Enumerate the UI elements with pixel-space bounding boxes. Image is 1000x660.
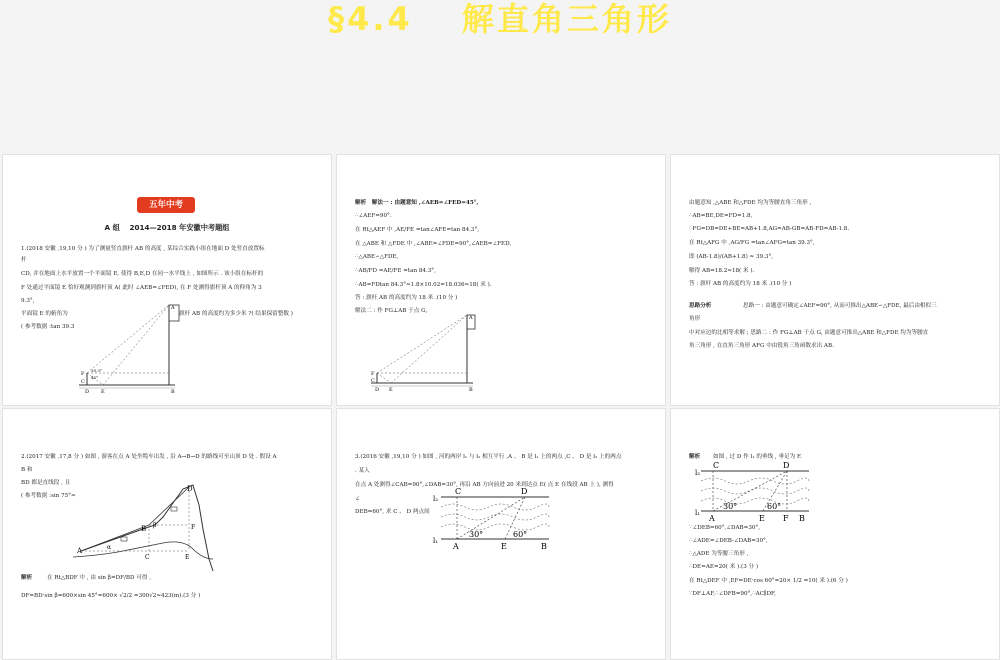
problem-line: ∠ — [355, 496, 360, 502]
slide-card-4[interactable] — [2, 408, 332, 660]
problem-line: 2.(2017 安徽 ,17,8 分 ) 如图 , 游客在点 A 处坐缆车出发 , 沿 A→B→D 的路线可至山顶 D 处 . 假设 A — [21, 454, 277, 460]
solution-line: 在 Rt△BDF 中 , 由 sin β=DF/BD 可得 , — [47, 575, 152, 581]
svg-text:E: E — [185, 554, 190, 561]
problem-line: ( 参考数据 :tan 39.3 — [21, 324, 75, 330]
svg-text:30°: 30° — [469, 530, 484, 539]
svg-text:E: E — [389, 387, 393, 393]
svg-text:39.3°: 39.3° — [91, 368, 102, 373]
svg-text:A: A — [171, 305, 175, 311]
svg-text:E: E — [759, 514, 765, 523]
svg-text:C: C — [713, 461, 720, 470]
problem-line: DEB=60°, 求 C 、 D 两点间 — [355, 509, 430, 515]
problem-line: ( 参考数据 :sin 75°≈ — [21, 493, 76, 499]
slide-card-3[interactable] — [670, 154, 1000, 406]
solution-line: ∴△ABE∽△FDE, — [355, 254, 399, 260]
svg-text:C: C — [455, 487, 462, 496]
svg-text:60°: 60° — [513, 530, 528, 539]
svg-text:B: B — [541, 542, 547, 551]
svg-text:B: B — [799, 514, 805, 523]
svg-text:l₁: l₁ — [433, 537, 439, 545]
figure-flagpole-2 — [337, 155, 665, 405]
solution-label: 解析 — [689, 454, 701, 460]
analysis-line: 中对应边的比相等求解 ; 思路二 : 作 FG⊥AB 于点 G, 由题意可推出△ABE 和△FDE 均为等腰直 — [689, 330, 929, 336]
solution-line: ∴DE=AE=20( 米 ).(3 分 ) — [689, 564, 759, 570]
svg-text:β: β — [153, 522, 157, 529]
slide-card-2[interactable] — [336, 154, 666, 406]
solution-line: ∵DF⊥AF,∴∠DFB=90°,∴AC∥DF, — [689, 591, 776, 597]
page-title: §4.4 解直角三角形 — [328, 0, 672, 38]
svg-text:A: A — [77, 547, 83, 555]
solution-line: ∴△ADE 为等腰三角形 , — [689, 551, 749, 557]
problem-line: 3.(2016 安徽 ,19,10 分 ) 如图 , 河的两岸 l₁ 与 l₂ 相互平行 ,A 、 B 是 l₁ 上的两点 ,C 、 D 是 l₂ 上的两点 — [355, 454, 622, 460]
svg-text:A: A — [709, 514, 715, 523]
svg-text:C: C — [371, 378, 375, 384]
svg-text:B: B — [171, 389, 175, 395]
svg-text:A: A — [469, 315, 473, 321]
analysis-label: 思路分析 — [689, 303, 712, 309]
figure-river-solution — [671, 409, 999, 659]
svg-text:B: B — [141, 525, 147, 533]
solution-line: 如图 , 过 D 作 l₁ 的垂线 , 垂足为 F. — [713, 454, 802, 460]
svg-text:F: F — [191, 524, 196, 531]
svg-text:60°: 60° — [767, 502, 782, 511]
figure-flagpole — [3, 155, 331, 405]
svg-text:A: A — [453, 542, 459, 551]
svg-text:l₁: l₁ — [695, 509, 701, 517]
problem-line: 9.3°, — [21, 298, 35, 304]
problem-line: 平面镜 E 的俯角为 — [21, 311, 68, 317]
svg-text:C: C — [81, 379, 85, 385]
problem-line: B 和 — [21, 467, 33, 473]
figure-cable-car — [3, 409, 331, 659]
svg-text:45°: 45° — [91, 375, 99, 380]
slide-card-5[interactable] — [336, 408, 666, 660]
solution-line: 解法二 : 作 FG⊥AB 于点 G, — [355, 308, 428, 314]
solution-line: 即 (AB-1.8)/(AB+1.8) ≈ 39.3°, — [689, 254, 774, 260]
svg-text:30°: 30° — [723, 502, 738, 511]
solution-line: ∴∠ADE=∠DEB-∠DAB=30°, — [689, 538, 768, 544]
svg-text:E: E — [501, 542, 507, 551]
slide-card-1[interactable] — [2, 154, 332, 406]
svg-text:D: D — [375, 387, 380, 393]
solution-line: 由题意知 ,△ABE 和△FDE 均为等腰直角三角形 , — [689, 200, 812, 206]
solution-label: 解析 — [21, 575, 33, 581]
solution-line: 在 Rt△AFG 中 ,AG/FG =tan∠AFG=tan 39.3°, — [689, 240, 815, 246]
svg-text:F: F — [81, 371, 85, 377]
problem-line: . 某人 — [355, 468, 370, 474]
solution-line: 在 △ABE 和 △FDE 中 ,∠ABE=∠FDE=90°,∠AEB=∠FED, — [355, 241, 512, 247]
solution-line: 答 : 旗杆 AB 的高度约为 18 米 .(10 分 ) — [355, 295, 458, 301]
problem-line: 杆 — [21, 257, 27, 263]
svg-text:D: D — [187, 485, 193, 493]
analysis-line: 角三角形 , 在直角三角形 AFG 中由锐角三角函数求出 AB. — [689, 343, 834, 349]
problem-line: 在点 A 处测得∠CAB=90°,∠DAB=30°, 再沿 AB 方向前进 20 米到达点 E( 点 E 在线段 AB 上 ), 测得 — [355, 482, 614, 488]
solution-line: DF=BD·sin β=600×sin 45°=600× √2/2 =300√2≈423(m).(3 分 ) — [21, 593, 201, 599]
svg-text:D: D — [521, 487, 528, 496]
solution-line: ∴AB/FD =AE/FE =tan 84.3°, — [355, 268, 436, 274]
figure-river — [337, 409, 665, 659]
solution-line: ∴∠AEF=90°. — [355, 213, 392, 219]
svg-text:F: F — [783, 514, 789, 523]
solution-line: 在 Rt△DEF 中 ,EF=DE·cos 60°=20× 1/2 =10( 米 ).(6 分 ) — [689, 578, 848, 584]
problem-line: CD, 并在地面上水平放置一个平面镜 E, 使得 B,E,D 在同一水平线上 , 如图所示 . 该小组在标杆的 — [21, 271, 264, 277]
svg-text:B: B — [469, 387, 473, 393]
problem-question: 旗杆 AB 的高度约为多少米 ?( 结果保留整数 ) — [179, 311, 293, 317]
svg-text:C: C — [145, 554, 150, 561]
svg-text:l₂: l₂ — [433, 495, 439, 503]
solution-line: ∵∠DEB=60°,∠DAB=30°, — [689, 525, 761, 531]
svg-text:l₂: l₂ — [695, 469, 701, 477]
solution-line: ∴AB=FDtan 84.3°≈1.8×10.02=18.036≈18( 米 ). — [355, 282, 492, 288]
solution-line: ∴FG=DB=DE+BE=AB+1.8,AG=AB-GB=AB-FD=AB-1.8. — [689, 226, 850, 232]
svg-text:α: α — [107, 544, 112, 551]
analysis-line: 思路一 : 由题意可确定∠AEF=90°, 从而可推出△ABE∽△FDE, 最后由相似三 — [743, 303, 937, 309]
svg-text:E: E — [101, 389, 105, 395]
svg-text:D: D — [783, 461, 790, 470]
group-header: A 组 2014—2018 年安徽中考题组 — [104, 223, 230, 232]
analysis-line: 角形 — [689, 316, 701, 322]
solution-line: 解析 解法一 : 由题意知 ,∠AEB=∠FED=45°, — [355, 200, 479, 206]
svg-text:D: D — [85, 389, 90, 395]
problem-line: 1.(2018 安徽 ,19,10 分 ) 为了测量竖直旗杆 AB 的高度 , 某综合实践小组在地面 D 处竖直放置标 — [21, 246, 265, 252]
solution-line: 解得 AB=18.2≈18( 米 ). — [689, 268, 755, 274]
problem-line: BD 都是直线段 , 且 — [21, 480, 71, 486]
solution-line: 在 Rt△AEF 中 ,AE/FE =tan∠AFE=tan 84.3°, — [355, 227, 480, 233]
solution-line: 答 : 旗杆 AB 的高度约为 18 米 .(10 分 ) — [689, 281, 792, 287]
section-badge: 五年中考 — [137, 197, 195, 213]
problem-line: F 处通过平面镜 E 恰好观测到旗杆顶 A( 此时 ∠AEB=∠FED), 在 F 处测得旗杆顶 A 的仰角为 3 — [21, 285, 262, 291]
svg-text:F: F — [371, 371, 375, 377]
slide-card-6[interactable] — [670, 408, 1000, 660]
solution-line: ∴AB=BE,DE=FD=1.8, — [689, 213, 753, 219]
